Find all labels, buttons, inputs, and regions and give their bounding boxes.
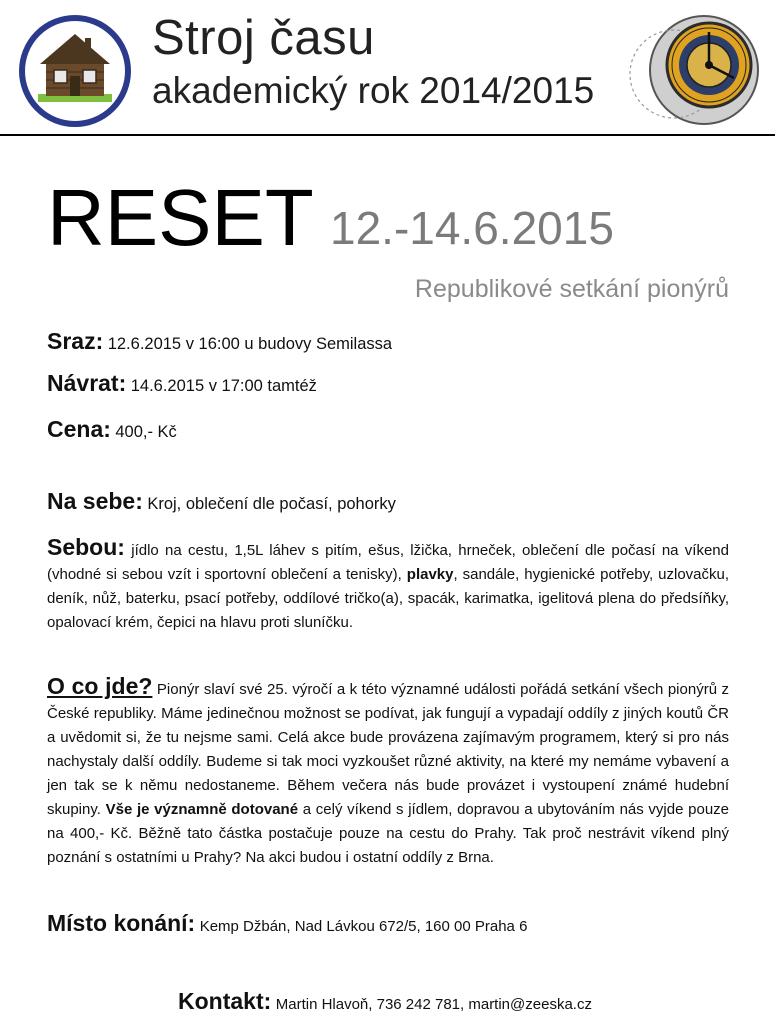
sebou-paragraph — [47, 535, 729, 635]
misto-label: Místo konání: — [47, 910, 196, 936]
sraz-label: Sraz: — [47, 328, 104, 354]
sebou-text-1: jídlo na cestu, 1,5L láhev s pitím, ešus, lžička, hrneček, oblečení dle počasí na víkend (vhodné si sebou vzít i sportovní oblečení a tenisky), — [47, 542, 729, 583]
navrat-label: Návrat: — [47, 370, 127, 396]
page-header — [0, 0, 775, 137]
cena-label: Cena: — [47, 416, 111, 442]
o-co-jde-label: O co jde? — [47, 673, 153, 699]
sebou-bold: plavky — [406, 566, 454, 583]
misto-line — [47, 910, 527, 937]
sebou-text-2: , sandále, hygienické potřeby, uzlovačku, deník, nůž, baterku, psací potřeby, oddílové tričko(a), spacák, karimatka, igelitová plena do předsíňky, opalovací krém, čepici na hlavu proti sluníčku. — [47, 566, 730, 631]
event-dates: 12.-14.6.2015 — [330, 202, 614, 254]
na-sebe-label: Na sebe: — [47, 488, 143, 514]
sraz-line — [47, 328, 392, 355]
navrat-value: 14.6.2015 v 17:00 tamtéž — [130, 377, 317, 395]
o-co-jde-paragraph — [47, 674, 729, 870]
event-subtitle: Republikové setkání pionýrů — [414, 275, 729, 303]
misto-value: Kemp Džbán, Nad Lávkou 672/5, 160 00 Praha 6 — [199, 918, 528, 935]
na-sebe-value: Kroj, oblečení dle počasí, pohorky — [147, 495, 396, 513]
header-divider — [0, 134, 775, 136]
kontakt-label: Kontakt: — [178, 988, 272, 1014]
o-co-jde-text-1: Pionýr slaví své 25. výročí a k této významné události pořádá setkání všech pionýrů z České republiky. Máme jedinečnou možnost se podívat, jak fungují a vypadají oddíly z jiných koutů ČR a uvědomit si, že tu nejsme sami. Celá akce bude provázena zajímavým programem, který si pro nás nachystaly další oddíly. Budeme si tak moci vyzkoušet různé aktivity, na které my nemáme vybavení a jen tak se k němu nedostaneme. Během večera nás bude provázet i vystoupení známé hudební skupiny. — [47, 681, 730, 818]
header-subtitle: akademický rok 2014/2015 — [152, 70, 595, 111]
event-name: RESET — [47, 173, 314, 262]
astronomical-clock-logo-icon — [612, 10, 766, 128]
kontakt-line — [178, 988, 592, 1015]
navrat-line — [47, 370, 317, 397]
sebou-label: Sebou: — [47, 534, 125, 560]
header-title: Stroj času — [152, 11, 375, 65]
cena-value: 400,- Kč — [115, 423, 177, 441]
na-sebe-line — [47, 488, 396, 515]
sraz-value: 12.6.2015 v 16:00 u budovy Semilassa — [107, 335, 393, 353]
house-logo-icon — [18, 14, 132, 128]
cena-line — [47, 416, 177, 443]
o-co-jde-text-2: a celý víkend s jídlem, dopravou a ubytováním nás vyjde pouze na 400,- Kč. Běžně tato částka postačuje pouze na cestu do Prahy. Tak proč nestrávit víkend plný poznání s ostatními u Prahy? Na akci budou i ostatní oddíly z Brna. — [47, 801, 730, 866]
o-co-jde-bold: Vše je významně dotované — [105, 801, 299, 818]
kontakt-value: Martin Hlavoň, 736 242 781, martin@zeeska.cz — [275, 996, 592, 1013]
